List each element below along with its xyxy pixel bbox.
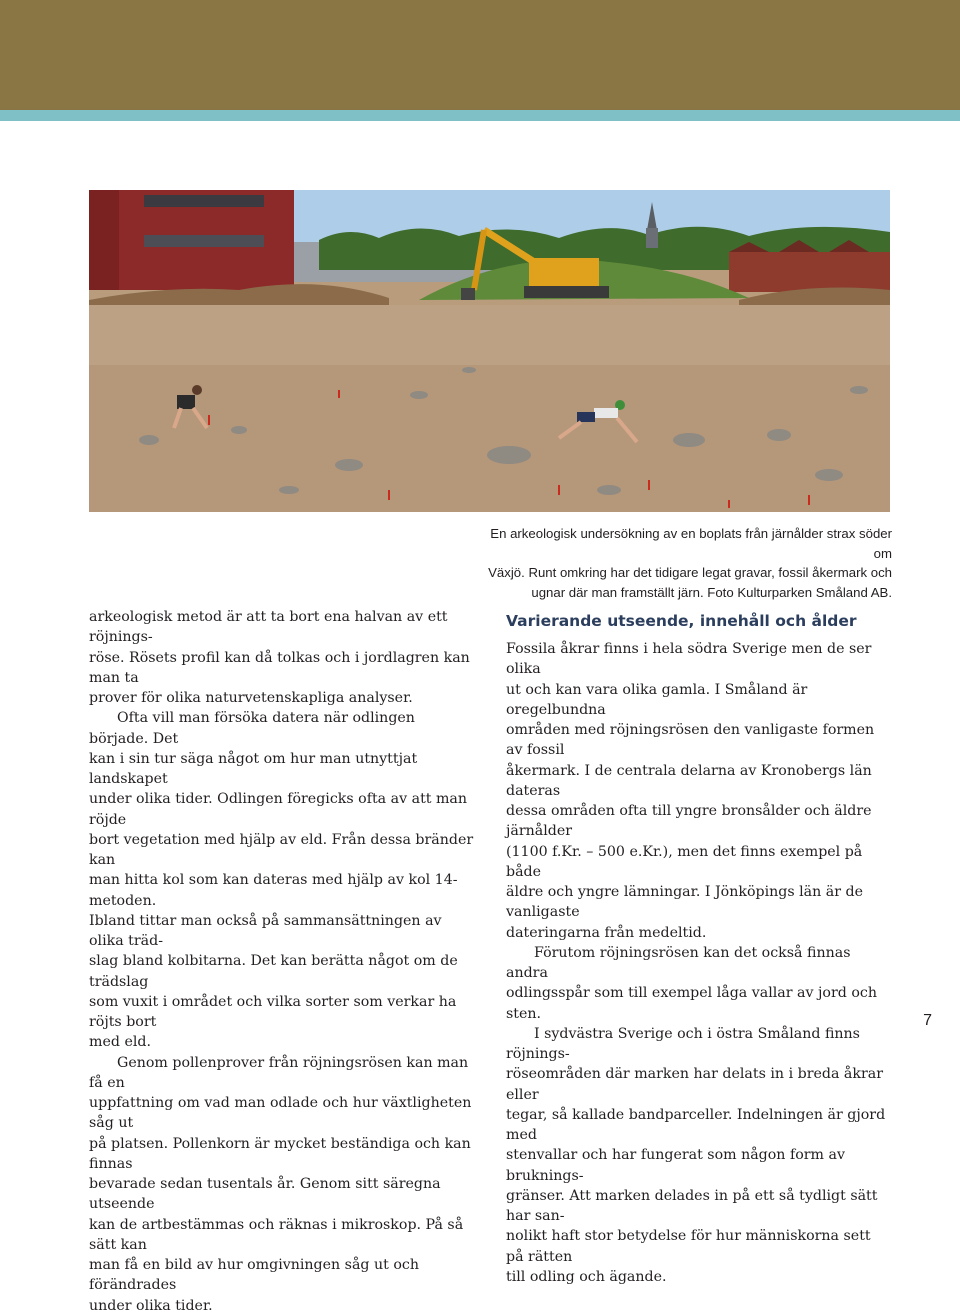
text-line: tegar, så kallade bandparceller. Indelningen är gjord med bbox=[506, 1106, 886, 1143]
text-line: som vuxit i området och vilka sorter som verkar ha röjts bort bbox=[89, 993, 457, 1030]
paragraph bbox=[506, 1024, 892, 1287]
paragraph bbox=[89, 1053, 477, 1316]
text-line: röse. Rösets profil kan då tolkas och i jordlagren kan man ta bbox=[89, 649, 470, 686]
text-line: äldre och yngre lämningar. I Jönköpings län är de vanligaste bbox=[506, 884, 863, 921]
text-line: Fossila åkrar finns i hela södra Sverige men de ser olika bbox=[506, 641, 872, 678]
right-text-column bbox=[506, 611, 892, 1287]
caption-line: Växjö. Runt omkring har det tidigare legat gravar, fossil åkermark och bbox=[488, 565, 892, 580]
text-line: stenvallar och har fungerat som någon form av bruknings- bbox=[506, 1147, 845, 1184]
text-line: bevarade sedan tusentals år. Genom sitt säregna utseende bbox=[89, 1176, 441, 1213]
text-line: ut och kan vara olika gamla. I Småland är oregelbundna bbox=[506, 681, 808, 718]
text-line: odlingsspår som till exempel låga vallar av jord och sten. bbox=[506, 985, 877, 1022]
text-line: med eld. bbox=[89, 1034, 151, 1051]
text-line: nolikt haft stor betydelse för hur människorna sett på rätten bbox=[506, 1228, 871, 1265]
header-accent-stripe bbox=[0, 110, 960, 121]
text-line: röseområden där marken har delats in i breda åkrar eller bbox=[506, 1066, 884, 1103]
text-line: I sydvästra Sverige och i östra Småland finns röjnings- bbox=[506, 1025, 860, 1062]
text-line: slag bland kolbitarna. Det kan berätta något om de trädslag bbox=[89, 953, 458, 990]
text-line: Ibland tittar man också på sammansättningen av olika träd- bbox=[89, 912, 442, 949]
text-line: kan de artbestämmas och räknas i mikroskop. På så sätt kan bbox=[89, 1216, 464, 1253]
text-line: prover för olika naturvetenskapliga analyser. bbox=[89, 690, 413, 706]
photo-caption bbox=[470, 524, 892, 602]
text-line: åkermark. I de centrala delarna av Kronobergs län dateras bbox=[506, 762, 872, 799]
section-heading: Varierande utseende, innehåll och ålder bbox=[506, 612, 857, 630]
text-line: Ofta vill man försöka datera när odlingen började. Det bbox=[89, 710, 415, 747]
caption-line: En arkeologisk undersökning av en boplats från järnålder strax söder om bbox=[490, 526, 892, 561]
text-line: på platsen. Pollenkorn är mycket beständiga och kan finnas bbox=[89, 1135, 471, 1172]
left-text-column bbox=[89, 607, 477, 1316]
text-line: gränser. Att marken delades in på ett så tydligt sätt har san- bbox=[506, 1187, 878, 1224]
text-line: Genom pollenprover från röjningsrösen kan man få en bbox=[89, 1054, 469, 1091]
text-line: man hitta kol som kan dateras med hjälp av kol 14-metoden. bbox=[89, 872, 458, 909]
text-line: områden med röjningsrösen den vanligaste formen av fossil bbox=[506, 722, 875, 759]
paragraph bbox=[89, 708, 477, 1052]
caption-line: ugnar där man framställt järn. Foto Kulturparken Småland AB. bbox=[531, 584, 892, 600]
header-band bbox=[0, 0, 960, 110]
text-line: till odling och ägande. bbox=[506, 1268, 667, 1285]
paragraph bbox=[89, 607, 477, 708]
text-line: bort vegetation med hjälp av eld. Från dessa bränder kan bbox=[89, 831, 474, 868]
text-line: Förutom röjningsrösen kan det också finnas andra bbox=[506, 944, 851, 981]
page-number: 7 bbox=[923, 1012, 932, 1029]
text-line: dessa områden ofta till yngre bronsålder och äldre järnålder bbox=[506, 803, 872, 840]
text-line: man få en bild av hur omgivningen såg ut och förändrades bbox=[89, 1257, 419, 1294]
text-line: (1100 f.Kr. – 500 e.Kr.), men det finns exempel på både bbox=[506, 843, 863, 880]
text-line: under olika tider. Odlingen föregicks ofta av att man röjde bbox=[89, 791, 468, 828]
text-line: under olika tider. bbox=[89, 1297, 213, 1314]
paragraph bbox=[506, 639, 892, 943]
text-line: uppfattning om vad man odlade och hur växtligheten såg ut bbox=[89, 1095, 472, 1132]
paragraph bbox=[506, 943, 892, 1024]
text-line: dateringarna från medeltid. bbox=[506, 924, 707, 941]
text-line: kan i sin tur säga något om hur man utnyttjat landskapet bbox=[89, 750, 418, 787]
excavation-photo bbox=[89, 190, 890, 512]
text-line: arkeologisk metod är att ta bort ena halvan av ett röjnings- bbox=[89, 609, 448, 646]
